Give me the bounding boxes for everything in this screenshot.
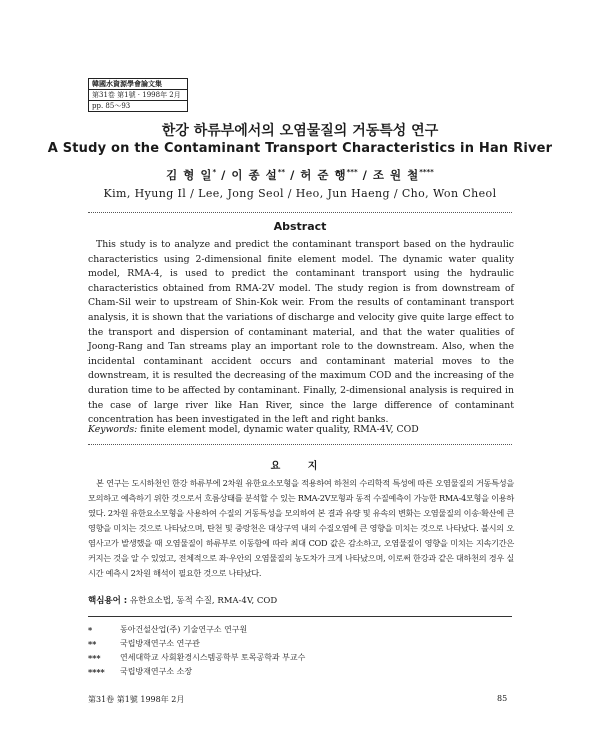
affiliation-mark: **** bbox=[88, 667, 105, 677]
author-mark: * bbox=[212, 168, 217, 177]
korean-abstract-text: 본 연구는 도시하천인 한강 하류부에 2차원 유한요소모형을 적용하여 하천의 수리학적 특성에 따른 오염물질의 거동특성을 모의하고 예측하기 위한 것으로서 흐름상태를 분석할 수 있는 RMA-2V모형과 동적 수질예측이 가능한 RMA-4모형을 이용하였다. 2차원 유한요소모형을 사용하여 수질의 거동특성을 모의하여 본 결과 유량 및 유속의 변화는 오염물질의 이송·확산에 큰 영향을 미치는 것으로 나타났으며, 탄천 및 중랑천은 대상구역 내의 수질오염에 큰 영향을 미치는 것으로 나타났다. 불시의 오염사고가 발생했을 때 오염물질이 하류부로 이동함에 따라 최대 COD 값은 감소하고, 오염물질이 영향을 미치는 지속기간은 커지는 것을 알 수 있었고, 전체적으로 좌·우안의 오염물질의 농도차가 크게 나타났으며, 이로써 한강과 같은 대하천의 경우 실시간 예측시 2차원 해석이 필요한 것으로 나타났다. bbox=[88, 478, 514, 578]
divider-dotted bbox=[88, 212, 512, 213]
korean-abstract-heading: 요 지 bbox=[270, 461, 330, 472]
journal-info-box bbox=[88, 78, 188, 112]
divider-solid bbox=[88, 616, 512, 617]
abstract-text: This study is to analyze and predict the contaminant transport based on the hydraulic characteristics using 2-dimensional finite element model. The dynamic water quality model, RMA-4, is used to predict the contaminant transport using the hydraulic characteristics obtained from RMA-2V model. The study region is from downstream of Cham-Sil weir to upstream of Shin-Kok weir. From the results of contaminant transport analysis, it is shown that the variations of discharge and velocity give quite large effect to the transport and dispersion of contaminant material, and that the water qualities of Joong-Rang and Tan streams play an important role to the downstream. Also, when the incidental contaminant accident occurs and contaminant material moves to the downstream, it is resulted the decreasing of the maximum COD and the increasing of the duration time to be affected by contaminant. Finally, 2-dimensional analysis is required in the case of large river like Han River, since the large difference of contaminant concentration has been investigated in the left and right banks. bbox=[88, 239, 514, 426]
divider-dotted bbox=[88, 444, 512, 445]
affiliation-note bbox=[88, 651, 514, 665]
affiliation-text: 연세대학교 사회환경시스템공학부 토목공학과 부교수 bbox=[120, 653, 306, 662]
affiliation-mark: ** bbox=[88, 639, 97, 649]
authors-english: Kim, Hyung Il / Lee, Jong Seol / Heo, Jun Haeng / Cho, Won Cheol bbox=[103, 187, 497, 200]
author-name: 김 형 일 bbox=[166, 168, 213, 182]
affiliation-note bbox=[88, 623, 514, 637]
keywords-line bbox=[88, 424, 514, 435]
author-name: 조 원 철 bbox=[372, 168, 420, 182]
korean-keywords-line bbox=[88, 594, 514, 606]
title-korean: 한강 하류부에서의 오염물질의 거동특성 연구 bbox=[161, 123, 439, 139]
author-mark: ** bbox=[277, 168, 286, 177]
journal-pages: pp. 85～93 bbox=[92, 102, 131, 110]
affiliation-mark: *** bbox=[88, 653, 101, 663]
korean-keywords-label: 핵심용어 : bbox=[88, 596, 128, 606]
authors-korean bbox=[0, 167, 600, 183]
keywords-value: finite element model, dynamic water quality, RMA-4V, COD bbox=[140, 424, 419, 435]
affiliation-note bbox=[88, 665, 514, 679]
author-name: 허 준 행 bbox=[300, 168, 347, 182]
author-mark: **** bbox=[419, 168, 434, 177]
affiliation-text: 국립방재연구소 소장 bbox=[120, 667, 193, 676]
abstract-heading: Abstract bbox=[273, 220, 327, 233]
title-english: A Study on the Contaminant Transport Characteristics in Han River bbox=[47, 141, 553, 156]
affiliation-text: 동아건설산업(주) 기술연구소 연구원 bbox=[120, 625, 248, 634]
affiliation-notes bbox=[88, 623, 514, 679]
korean-keywords-value: 유한요소법, 동적 수질, RMA-4V, COD bbox=[129, 596, 278, 606]
journal-volume: 第31卷 第1號 · 1998年 2月 bbox=[89, 90, 187, 101]
keywords-label: Keywords: bbox=[88, 424, 138, 435]
author-mark: *** bbox=[346, 168, 358, 177]
author-separator: / bbox=[362, 168, 368, 182]
footer-journal-issue: 第31卷 第1號 1998年 2月 bbox=[88, 695, 185, 704]
author-name: 이 종 설 bbox=[231, 168, 278, 182]
affiliation-text: 국립방재연구소 연구관 bbox=[120, 639, 200, 648]
author-separator: / bbox=[290, 168, 296, 182]
affiliation-mark: * bbox=[88, 625, 93, 635]
journal-name: 韓國水資源學會論文集 bbox=[89, 79, 187, 90]
author-separator: / bbox=[221, 168, 227, 182]
affiliation-note bbox=[88, 637, 514, 651]
footer-page-number: 85 bbox=[497, 694, 508, 703]
